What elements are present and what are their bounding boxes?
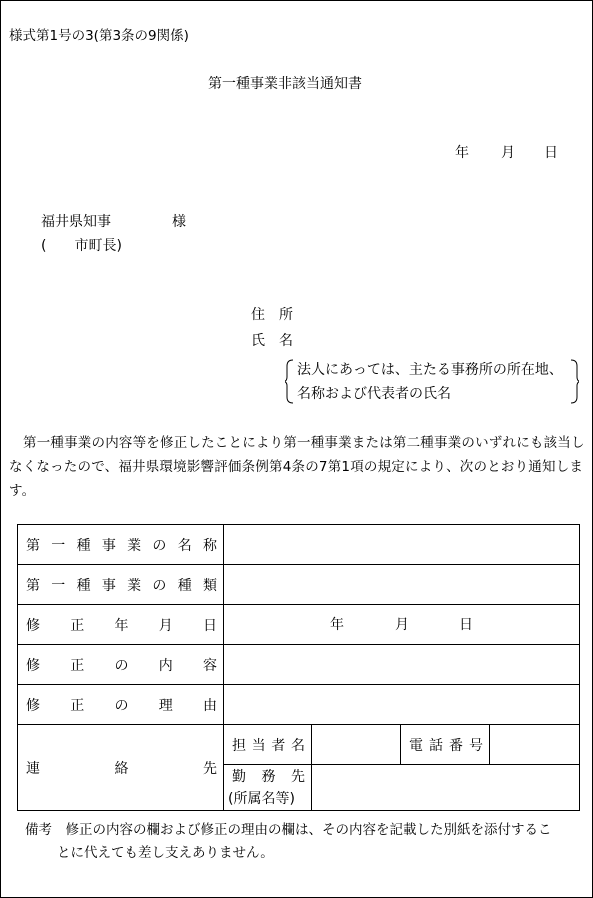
label-char: 内 (158, 657, 173, 674)
corporation-note-line2: 名称および代表者の氏名 (297, 386, 451, 402)
name-label: 氏名 (251, 333, 307, 349)
label-char: 種 (177, 577, 192, 594)
label-char: 正 (70, 617, 85, 634)
corporation-note-line1: 法人にあっては、主たる事務所の所在地、 (297, 362, 563, 378)
revision-date-month: 月 (395, 616, 409, 633)
addressee-honorific: 様 (172, 214, 186, 230)
label-char: 月 (158, 617, 173, 634)
remark (25, 819, 585, 865)
label-char: 年 (114, 617, 129, 634)
label-char: 修 (26, 617, 40, 634)
label-char: 一 (51, 577, 66, 594)
table-row (18, 565, 580, 605)
address-label: 住所 (251, 307, 307, 323)
date-day-label: 日 (544, 145, 558, 161)
row-label-revision-content (18, 645, 224, 685)
revision-reason-field[interactable] (224, 685, 580, 725)
label-char: 業 (127, 577, 142, 594)
row-label-contact (18, 725, 224, 811)
label-char: 日 (203, 617, 217, 634)
label-char: 先 (291, 768, 305, 785)
label-char: 種 (76, 537, 91, 554)
label-char: 容 (203, 657, 217, 674)
addressee-governor: 福井県知事 (41, 214, 111, 230)
label-char: 称 (202, 537, 217, 554)
revision-date-field[interactable] (224, 605, 580, 645)
label-char: 種 (76, 577, 91, 594)
project-type-field[interactable] (224, 565, 580, 605)
label-char: 正 (70, 697, 85, 714)
project-name-field[interactable] (224, 525, 580, 565)
workplace-label (224, 765, 312, 811)
label-char: 第 (26, 537, 40, 554)
label-char: 名 (177, 537, 192, 554)
table-row (18, 525, 580, 565)
label-char: 絡 (114, 760, 129, 777)
revision-content-field[interactable] (224, 645, 580, 685)
label-char: の (114, 697, 129, 714)
date-month-label: 月 (501, 145, 515, 161)
label-char: 電 (409, 737, 423, 754)
table-row (18, 645, 580, 685)
label-char: 名 (290, 737, 305, 754)
label-char: 担 (232, 737, 246, 754)
label-char: 類 (202, 577, 217, 594)
remark-line2: とに代えても差し支えありません。 (57, 845, 274, 861)
label-char: 修 (26, 657, 40, 674)
notification-body: 第一種事業の内容等を修正したことにより第一種事業または第二種事業のいずれにも該当しなくなったので、福井県環境影響評価条例第4条の7第1項の規定により、次のとおり通知します。 (9, 435, 585, 499)
label-char: 連 (26, 760, 40, 777)
label-char: 先 (203, 760, 217, 777)
notification-table (17, 524, 580, 811)
person-in-charge-field[interactable] (312, 725, 401, 765)
label-char: 事 (101, 537, 116, 554)
table-row (18, 725, 580, 765)
label-char: 理 (158, 697, 173, 714)
row-label-revision-reason (18, 685, 224, 725)
label-char: 正 (70, 657, 85, 674)
label-char: 業 (127, 537, 142, 554)
label-char: 勤 (232, 768, 246, 785)
workplace-sub-label: (所属名等) (228, 790, 295, 807)
person-in-charge-label (224, 725, 312, 765)
date-year-label: 年 (455, 145, 469, 161)
row-label-project-type (18, 565, 224, 605)
label-char: 号 (469, 737, 483, 754)
addressee-mayor: ( 市町長) (41, 238, 122, 254)
revision-date-year: 年 (330, 616, 344, 633)
label-char: 修 (26, 697, 40, 714)
phone-number-label (401, 725, 490, 765)
table-row (18, 605, 580, 645)
document-title: 第一種事業非該当通知書 (208, 76, 362, 92)
row-label-project-name (18, 525, 224, 565)
label-char: 一 (51, 537, 66, 554)
label-char: 番 (449, 737, 463, 754)
row-label-revision-date (18, 605, 224, 645)
label-char: の (114, 657, 129, 674)
label-char: の (152, 577, 167, 594)
phone-number-field[interactable] (490, 725, 580, 765)
remark-line1: 備考 修正の内容の欄および修正の理由の欄は、その内容を記載した別紙を添付するこ (25, 822, 552, 838)
revision-date-day: 日 (459, 616, 473, 633)
label-char: 第 (26, 577, 40, 594)
label-char: の (152, 537, 167, 554)
label-char: 務 (261, 768, 276, 785)
form-number: 様式第1号の3(第3条の9関係) (9, 28, 189, 44)
label-char: 話 (429, 737, 443, 754)
label-char: 当 (251, 737, 266, 754)
label-char: 由 (203, 697, 217, 714)
label-char: 者 (271, 737, 286, 754)
label-char: 事 (101, 577, 116, 594)
workplace-field[interactable] (312, 765, 580, 811)
table-row (18, 685, 580, 725)
